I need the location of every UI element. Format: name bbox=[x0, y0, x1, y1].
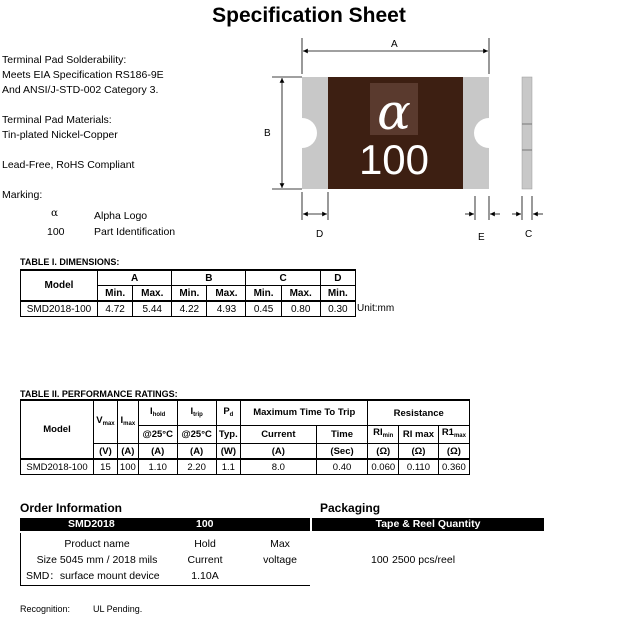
component-drawing bbox=[260, 34, 560, 244]
dim-a-label: A bbox=[391, 39, 398, 50]
t2-cell: 100 bbox=[117, 459, 138, 475]
t2-cell: 1.10 bbox=[138, 459, 177, 475]
solderability-title: Terminal Pad Solderability: bbox=[2, 54, 127, 66]
t2-unit: (A) bbox=[177, 444, 216, 460]
leadfree-note: Lead-Free, RoHS Compliant bbox=[2, 159, 135, 171]
page-title: Specification Sheet bbox=[212, 4, 406, 27]
t1-cell: 4.72 bbox=[98, 301, 133, 317]
solderability-line1: Meets EIA Specification RS186-9E bbox=[2, 69, 164, 81]
t1-sub: Min. bbox=[172, 286, 207, 302]
t1-group-b: B bbox=[172, 270, 246, 286]
t2-cell: 15 bbox=[94, 459, 118, 475]
dim-c-label: C bbox=[525, 229, 533, 240]
t2-ri-max: RI max bbox=[399, 426, 439, 444]
t1-cell: 4.93 bbox=[207, 301, 246, 317]
t2-max-time-header: Maximum Time To Trip bbox=[241, 400, 368, 426]
recognition-label: Recognition: bbox=[20, 604, 71, 614]
t2-unit: (Ω) bbox=[368, 444, 399, 460]
t2-ihold-temp: @25°C bbox=[138, 426, 177, 444]
marking-desc-alpha: Alpha Logo bbox=[94, 210, 148, 222]
t2-resistance-header: Resistance bbox=[368, 400, 470, 426]
t2-r1-max: $R1_{max}$ bbox=[438, 426, 469, 444]
t2-model-header: Model bbox=[21, 400, 94, 459]
t2-cell: 0.40 bbox=[316, 459, 368, 475]
t2-ihold-header: $I_{hold}$ bbox=[138, 400, 177, 426]
t2-pd-header: $P_d$ bbox=[216, 400, 241, 426]
t1-sub: Min. bbox=[246, 286, 281, 302]
order-col2-line1: Hold bbox=[194, 538, 216, 550]
t2-unit: (Ω) bbox=[438, 444, 469, 460]
t2-cell: 2.20 bbox=[177, 459, 216, 475]
t1-group-d: D bbox=[320, 270, 355, 286]
t1-sub: Max. bbox=[207, 286, 246, 302]
t2-unit: (A) bbox=[138, 444, 177, 460]
t2-unit: (Sec) bbox=[316, 444, 368, 460]
t1-cell: 0.30 bbox=[320, 301, 355, 317]
packaging-reel: 2500 pcs/reel bbox=[392, 554, 456, 566]
order-bar bbox=[20, 518, 310, 531]
t1-group-a: A bbox=[98, 270, 172, 286]
dim-d-label: D bbox=[316, 229, 324, 240]
order-bar-mid: 100 bbox=[196, 518, 214, 530]
side-view bbox=[522, 77, 532, 189]
order-col2-line2: Current bbox=[187, 554, 223, 566]
t1-model-header: Model bbox=[21, 270, 98, 301]
packaging-bar: Tape & Reel Quantity bbox=[312, 518, 544, 531]
t1-sub: Min. bbox=[320, 286, 355, 302]
marking-desc-code: Part Identification bbox=[94, 226, 176, 238]
t2-cell: 0.110 bbox=[399, 459, 439, 475]
t1-cell: 4.22 bbox=[172, 301, 207, 317]
t2-unit: (A) bbox=[241, 444, 317, 460]
t2-time: Time bbox=[316, 426, 368, 444]
t2-ri-min: $RI_{min}$ bbox=[368, 426, 399, 444]
t2-vmax-header: $V_{max}$ bbox=[94, 400, 118, 444]
materials-title: Terminal Pad Materials: bbox=[2, 114, 112, 126]
dimensions-table bbox=[20, 269, 356, 317]
t1-sub: Min. bbox=[98, 286, 133, 302]
marking-symbol-code: 100 bbox=[47, 226, 65, 238]
solderability-line2: And ANSI/J-STD-002 Category 3. bbox=[2, 84, 159, 96]
t1-cell: 0.45 bbox=[246, 301, 281, 317]
dim-e-label: E bbox=[478, 232, 485, 243]
t2-pd-typ: Typ. bbox=[216, 426, 241, 444]
recognition-value: UL Pending. bbox=[93, 604, 143, 614]
t2-unit: (A) bbox=[117, 444, 138, 460]
marking-symbol-alpha: α bbox=[51, 207, 59, 219]
performance-table bbox=[20, 399, 470, 475]
alpha-logo: α bbox=[377, 83, 411, 141]
left-pad-notch bbox=[287, 118, 317, 148]
table1-caption: TABLE I. DIMENSIONS: bbox=[20, 257, 120, 267]
t2-unit: (W) bbox=[216, 444, 241, 460]
order-col3-line1: Max bbox=[270, 538, 290, 550]
packaging-qty: 100 bbox=[371, 554, 389, 566]
t1-cell: 0.80 bbox=[281, 301, 320, 317]
packaging-heading: Packaging bbox=[320, 501, 381, 515]
t2-current: Current bbox=[241, 426, 317, 444]
order-col1-line2: Size 5045 mm / 2018 mils bbox=[36, 554, 158, 566]
t1-cell: SMD2018-100 bbox=[21, 301, 98, 317]
t2-itrip-temp: @25°C bbox=[177, 426, 216, 444]
t2-cell: 1.1 bbox=[216, 459, 241, 475]
t2-cell: 0.060 bbox=[368, 459, 399, 475]
order-heading: Order Information bbox=[20, 501, 123, 515]
t1-sub: Max. bbox=[281, 286, 320, 302]
order-col1-line3: SMD：surface mount device bbox=[26, 570, 160, 582]
marking-title: Marking: bbox=[2, 189, 43, 201]
t2-unit: (V) bbox=[94, 444, 118, 460]
t1-sub: Max. bbox=[133, 286, 172, 302]
t2-itrip-header: $I_{trip}$ bbox=[177, 400, 216, 426]
order-bar-left: SMD2018 bbox=[68, 518, 115, 530]
table1-unit: Unit:mm bbox=[357, 303, 395, 314]
t2-cell: SMD2018-100 bbox=[21, 459, 94, 475]
t2-cell: 8.0 bbox=[241, 459, 317, 475]
t2-imax-header: $I_{max}$ bbox=[117, 400, 138, 444]
t2-unit: (Ω) bbox=[399, 444, 439, 460]
order-body bbox=[20, 533, 310, 586]
materials-value: Tin-plated Nickel-Copper bbox=[2, 129, 118, 141]
dim-b-label: B bbox=[264, 128, 271, 139]
t2-cell: 0.360 bbox=[438, 459, 469, 475]
order-col3-line2: voltage bbox=[263, 554, 297, 566]
t1-cell: 5.44 bbox=[133, 301, 172, 317]
right-pad-notch bbox=[474, 118, 504, 148]
order-col1-line1: Product name bbox=[64, 538, 130, 550]
table2-caption: TABLE II. PERFORMANCE RATINGS: bbox=[20, 389, 178, 399]
order-col2-line3: 1.10A bbox=[191, 570, 219, 582]
part-code: 100 bbox=[358, 136, 430, 183]
t1-group-c: C bbox=[246, 270, 320, 286]
